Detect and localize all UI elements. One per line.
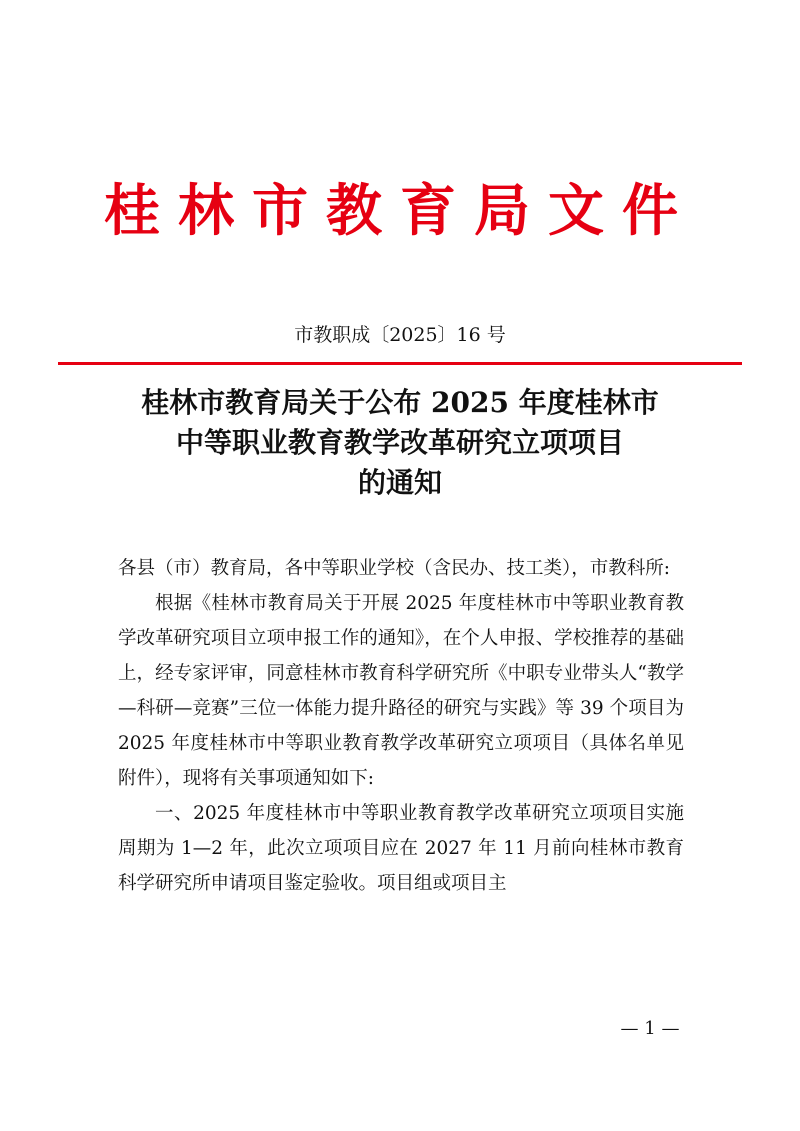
addressee: 各县（市）教育局，各中等职业学校（含民办、技工类），市教科所:	[118, 558, 670, 579]
document-header-title: 桂林市教育局文件	[104, 179, 696, 244]
notice-title	[80, 383, 720, 503]
body-paragraph-1: 根据《桂林市教育局关于开展 2025 年度桂林市中等职业教育教学改革研究项目立项申报工作的通知》，在个人申报、学校推荐的基础上，经专家评审，同意桂林市教育科学研究所《中职专业带头人“教学—科研—竞赛”三位一体能力提升路径的研究与实践》等 39 个项目为 2025 年度桂林市中等职业教育教学改革研究立项项目（具体名单见附件），现将有关事项通知如下:	[118, 593, 684, 789]
page-number: — 1 —	[620, 1018, 680, 1039]
notice-body	[118, 551, 684, 901]
notice-title-line-2: 中等职业教育教学改革研究立项项目	[175, 426, 624, 459]
body-paragraph-2: 一、2025 年度桂林市中等职业教育教学改革研究立项项目实施周期为 1—2 年，此次立项项目应在 2027 年 11 月前向桂林市教育科学研究所申请项目鉴定验收。项目组或项目主	[118, 803, 684, 894]
notice-title-line-3: 的通知	[357, 466, 442, 499]
notice-title-line-1: 桂林市教育局关于公布 2025 年度桂林市	[141, 386, 659, 419]
document-number: 市教职成〔2025〕16 号	[294, 324, 506, 346]
red-divider-line	[58, 362, 742, 365]
